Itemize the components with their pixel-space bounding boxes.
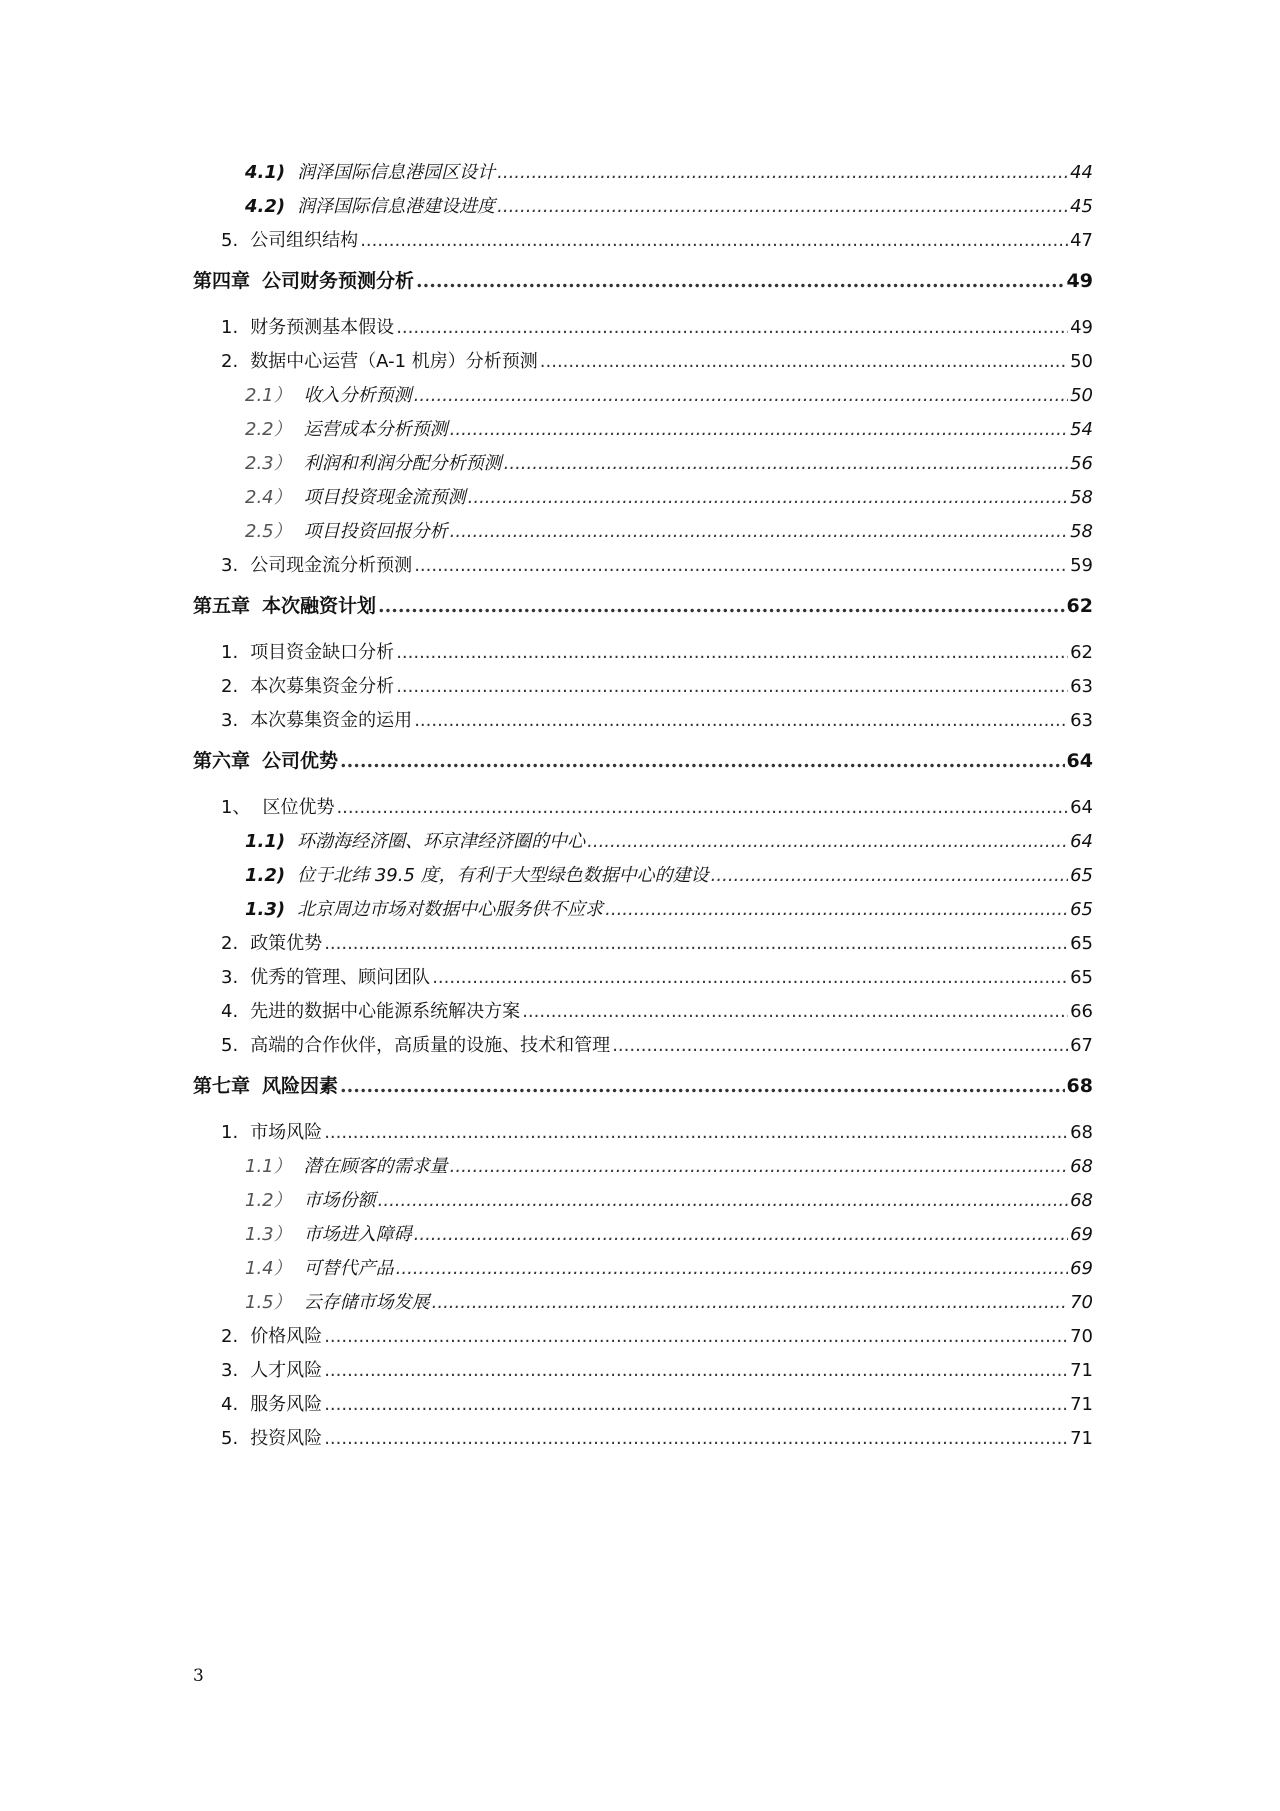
toc-entry-title: 公司现金流分析预测 — [250, 555, 413, 576]
toc-entry-number: 2. — [221, 1326, 239, 1347]
toc-page-number: 49 — [1070, 317, 1093, 338]
toc-entry-title: 北京周边市场对数据中心服务供不应求 — [297, 899, 604, 920]
toc-entry-number: 5. — [221, 1035, 239, 1056]
toc-entry-title: 潜在顾客的需求量 — [303, 1156, 448, 1177]
toc-entry-row[interactable] — [193, 381, 1093, 415]
toc-entry-title: 市场进入障碍 — [303, 1224, 412, 1245]
toc-entry-number: 2.5） — [245, 521, 292, 542]
toc-entry-title: 位于北纬 39.5 度，有利于大型绿色数据中心的建设 — [297, 865, 709, 886]
toc-entry-title: 风险因素 — [262, 1075, 339, 1097]
toc-entry-label — [245, 1186, 376, 1212]
toc-entry-row[interactable] — [193, 347, 1093, 381]
table-of-contents — [193, 158, 1093, 1458]
toc-entry-label — [221, 997, 520, 1023]
toc-page-number: 69 — [1070, 1224, 1093, 1245]
toc-entry-number: 5. — [221, 230, 239, 251]
toc-entry-number: 1.3) — [245, 899, 286, 920]
toc-entry-row[interactable] — [193, 997, 1093, 1031]
toc-entry-number: 第五章 — [193, 595, 251, 617]
toc-entry-label — [221, 929, 322, 955]
toc-entry-row[interactable] — [193, 861, 1093, 895]
toc-entry-row[interactable] — [193, 158, 1093, 192]
toc-page-number: 47 — [1070, 230, 1093, 251]
toc-entry-title: 本次募集资金分析 — [250, 676, 395, 697]
toc-dot-leader — [340, 750, 1065, 772]
toc-entry-title: 公司组织结构 — [250, 230, 359, 251]
toc-entry-number: 1.1） — [245, 1156, 292, 1177]
toc-page-number: 68 — [1070, 1122, 1093, 1143]
toc-dot-leader — [497, 196, 1068, 217]
toc-entry-title: 市场份额 — [303, 1190, 376, 1211]
toc-entry-row[interactable] — [193, 449, 1093, 483]
toc-entry-label — [221, 551, 412, 577]
toc-entry-number: 1.1) — [245, 831, 286, 852]
toc-dot-leader — [396, 317, 1068, 338]
toc-dot-leader — [504, 453, 1068, 474]
toc-dot-leader — [324, 1360, 1068, 1381]
toc-entry-label — [245, 415, 448, 441]
toc-page-number: 63 — [1070, 710, 1093, 731]
toc-entry-title: 政策优势 — [250, 933, 323, 954]
toc-entry-title: 价格风险 — [250, 1326, 323, 1347]
toc-entry-number: 第六章 — [193, 750, 251, 772]
toc-entry-row[interactable] — [193, 672, 1093, 706]
toc-chapter-row[interactable] — [193, 1071, 1093, 1105]
toc-entry-title: 公司财务预测分析 — [262, 270, 415, 292]
toc-dot-leader — [432, 967, 1068, 988]
toc-page-number: 68 — [1066, 1075, 1093, 1097]
toc-entry-label — [245, 1220, 412, 1246]
toc-entry-number: 4. — [221, 1394, 239, 1415]
toc-entry-row[interactable] — [193, 1356, 1093, 1390]
toc-chapter-row[interactable] — [193, 266, 1093, 300]
toc-entry-label — [245, 192, 495, 218]
toc-dot-leader — [324, 1326, 1068, 1347]
toc-entry-title: 运营成本分析预测 — [303, 419, 448, 440]
toc-page-number: 62 — [1070, 642, 1093, 663]
toc-entry-row[interactable] — [193, 827, 1093, 861]
toc-dot-leader — [450, 419, 1068, 440]
toc-entry-number: 4. — [221, 1001, 239, 1022]
toc-entry-label — [221, 1356, 322, 1382]
toc-entry-row[interactable] — [193, 517, 1093, 551]
toc-dot-leader — [414, 385, 1068, 406]
toc-entry-label — [221, 226, 358, 252]
toc-entry-title: 投资风险 — [250, 1428, 323, 1449]
toc-entry-row[interactable] — [193, 1118, 1093, 1152]
toc-entry-row[interactable] — [193, 483, 1093, 517]
toc-entry-title: 本次融资计划 — [262, 595, 377, 617]
toc-dot-leader — [432, 1292, 1068, 1313]
toc-entry-title: 高端的合作伙伴，高质量的设施、技术和管理 — [250, 1035, 611, 1056]
toc-entry-number: 2. — [221, 676, 239, 697]
toc-entry-number: 1.2) — [245, 865, 286, 886]
toc-dot-leader — [416, 270, 1065, 292]
toc-entry-number: 2. — [221, 933, 239, 954]
toc-dot-leader — [396, 676, 1068, 697]
toc-entry-row[interactable] — [193, 551, 1093, 585]
toc-dot-leader — [450, 1156, 1068, 1177]
toc-entry-label — [245, 1152, 448, 1178]
toc-page-number: 69 — [1070, 1258, 1093, 1279]
toc-page-number: 71 — [1070, 1360, 1093, 1381]
toc-entry-row[interactable] — [193, 706, 1093, 740]
toc-page-number: 64 — [1066, 750, 1093, 772]
toc-entry-number: 3. — [221, 967, 239, 988]
toc-entry-row[interactable] — [193, 1254, 1093, 1288]
toc-entry-number: 1. — [221, 1122, 239, 1143]
toc-entry-label — [245, 895, 603, 921]
toc-entry-row[interactable] — [193, 1390, 1093, 1424]
toc-entry-title: 云存储市场发展 — [303, 1292, 430, 1313]
toc-dot-leader — [340, 1075, 1065, 1097]
toc-entry-row[interactable] — [193, 1424, 1093, 1458]
toc-entry-label — [193, 591, 376, 618]
toc-page-number: 59 — [1070, 555, 1093, 576]
page-number: 3 — [193, 1666, 204, 1686]
toc-entry-title: 收入分析预测 — [303, 385, 412, 406]
toc-dot-leader — [396, 1258, 1068, 1279]
toc-page-number: 70 — [1070, 1326, 1093, 1347]
toc-entry-title: 项目投资现金流预测 — [303, 487, 466, 508]
toc-entry-label — [221, 1031, 610, 1057]
toc-entry-number: 3. — [221, 710, 239, 731]
toc-entry-label — [221, 638, 394, 664]
toc-entry-title: 本次募集资金的运用 — [250, 710, 413, 731]
toc-entry-label — [245, 158, 495, 184]
toc-entry-title: 润泽国际信息港园区设计 — [297, 162, 496, 183]
toc-dot-leader — [336, 797, 1068, 818]
toc-entry-row[interactable] — [193, 638, 1093, 672]
toc-entry-row[interactable] — [193, 895, 1093, 929]
toc-entry-title: 环渤海经济圈、环京津经济圈的中心 — [297, 831, 586, 852]
toc-chapter-row[interactable] — [193, 746, 1093, 780]
toc-entry-number: 第四章 — [193, 270, 251, 292]
toc-dot-leader — [324, 1122, 1068, 1143]
toc-entry-row[interactable] — [193, 1220, 1093, 1254]
toc-page-number: 56 — [1070, 453, 1093, 474]
toc-dot-leader — [468, 487, 1068, 508]
toc-page-number: 68 — [1070, 1156, 1093, 1177]
toc-entry-title: 润泽国际信息港建设进度 — [297, 196, 496, 217]
toc-page-number: 65 — [1070, 865, 1093, 886]
toc-entry-number: 第七章 — [193, 1075, 251, 1097]
toc-chapter-row[interactable] — [193, 591, 1093, 625]
toc-entry-label — [221, 1424, 322, 1450]
toc-entry-number: 1.3） — [245, 1224, 292, 1245]
toc-entry-row[interactable] — [193, 313, 1093, 347]
toc-dot-leader — [378, 1190, 1068, 1211]
toc-entry-title: 公司优势 — [262, 750, 339, 772]
toc-entry-number: 1.4） — [245, 1258, 292, 1279]
toc-entry-number: 3. — [221, 1360, 239, 1381]
toc-entry-label — [221, 706, 412, 732]
toc-entry-title: 项目资金缺口分析 — [250, 642, 395, 663]
toc-entry-row[interactable] — [193, 192, 1093, 226]
toc-entry-label — [245, 483, 466, 509]
toc-dot-leader — [360, 230, 1068, 251]
toc-entry-label — [245, 517, 448, 543]
toc-entry-label — [245, 1254, 394, 1280]
toc-page-number: 45 — [1070, 196, 1093, 217]
toc-entry-number: 1、 — [221, 797, 251, 818]
toc-entry-number: 2.2） — [245, 419, 292, 440]
toc-page-number: 67 — [1070, 1035, 1093, 1056]
toc-page-number: 64 — [1070, 831, 1093, 852]
toc-page-number: 65 — [1070, 933, 1093, 954]
toc-entry-number: 2.4） — [245, 487, 292, 508]
toc-entry-row[interactable] — [193, 793, 1093, 827]
toc-entry-title: 可替代产品 — [303, 1258, 394, 1279]
toc-entry-label — [245, 1288, 430, 1314]
toc-dot-leader — [711, 865, 1068, 886]
toc-dot-leader — [414, 1224, 1068, 1245]
toc-dot-leader — [324, 1394, 1068, 1415]
toc-entry-label — [221, 347, 538, 373]
toc-page-number: 63 — [1070, 676, 1093, 697]
toc-entry-number: 2.3） — [245, 453, 292, 474]
toc-entry-row[interactable] — [193, 1152, 1093, 1186]
toc-dot-leader — [396, 642, 1068, 663]
toc-entry-number: 1.2） — [245, 1190, 292, 1211]
toc-entry-number: 2. — [221, 351, 239, 372]
toc-page-number: 68 — [1070, 1190, 1093, 1211]
toc-page-number: 66 — [1070, 1001, 1093, 1022]
toc-entry-label — [193, 1071, 338, 1098]
toc-entry-row[interactable] — [193, 1186, 1093, 1220]
toc-entry-label — [221, 963, 430, 989]
toc-dot-leader — [450, 521, 1068, 542]
toc-page-number: 71 — [1070, 1428, 1093, 1449]
toc-entry-title: 服务风险 — [250, 1394, 323, 1415]
toc-dot-leader — [414, 710, 1068, 731]
toc-page-number: 70 — [1070, 1292, 1093, 1313]
toc-entry-number: 2.1） — [245, 385, 292, 406]
toc-page-number: 58 — [1070, 487, 1093, 508]
toc-dot-leader — [540, 351, 1068, 372]
toc-entry-label — [221, 313, 394, 339]
toc-entry-number: 4.2) — [245, 196, 286, 217]
toc-entry-row[interactable] — [193, 929, 1093, 963]
toc-page-number: 64 — [1070, 797, 1093, 818]
toc-entry-title: 优秀的管理、顾问团队 — [250, 967, 431, 988]
toc-entry-number: 1. — [221, 317, 239, 338]
toc-entry-row[interactable] — [193, 1288, 1093, 1322]
toc-entry-title: 利润和利润分配分析预测 — [303, 453, 502, 474]
toc-entry-title: 财务预测基本假设 — [250, 317, 395, 338]
toc-page-number: 62 — [1066, 595, 1093, 617]
toc-entry-row[interactable] — [193, 226, 1093, 260]
toc-page-number: 50 — [1070, 351, 1093, 372]
toc-dot-leader — [605, 899, 1068, 920]
toc-entry-title: 区位优势 — [262, 797, 335, 818]
toc-entry-number: 1.5） — [245, 1292, 292, 1313]
toc-entry-label — [245, 861, 709, 887]
toc-entry-number: 3. — [221, 555, 239, 576]
toc-page-number: 49 — [1066, 270, 1093, 292]
toc-entry-row[interactable] — [193, 415, 1093, 449]
toc-dot-leader — [497, 162, 1068, 183]
toc-entry-number: 4.1) — [245, 162, 286, 183]
toc-entry-title: 市场风险 — [250, 1122, 323, 1143]
toc-page-number: 65 — [1070, 899, 1093, 920]
toc-entry-label — [193, 266, 414, 293]
toc-entry-label — [245, 381, 412, 407]
toc-entry-title: 先进的数据中心能源系统解决方案 — [250, 1001, 521, 1022]
toc-entry-label — [245, 449, 502, 475]
toc-entry-title: 数据中心运营（A-1 机房）分析预测 — [250, 351, 538, 372]
toc-entry-label — [221, 672, 394, 698]
toc-entry-row[interactable] — [193, 1322, 1093, 1356]
toc-entry-label — [221, 1118, 322, 1144]
toc-entry-label — [245, 827, 585, 853]
toc-page-number: 65 — [1070, 967, 1093, 988]
toc-dot-leader — [612, 1035, 1068, 1056]
toc-dot-leader — [324, 933, 1068, 954]
toc-page-number: 50 — [1070, 385, 1093, 406]
toc-dot-leader — [378, 595, 1065, 617]
toc-entry-label — [221, 1322, 322, 1348]
toc-entry-label — [193, 746, 338, 773]
toc-page-number: 54 — [1070, 419, 1093, 440]
toc-entry-row[interactable] — [193, 963, 1093, 997]
toc-dot-leader — [522, 1001, 1068, 1022]
toc-dot-leader — [324, 1428, 1068, 1449]
toc-dot-leader — [414, 555, 1068, 576]
toc-entry-row[interactable] — [193, 1031, 1093, 1065]
toc-page-number: 58 — [1070, 521, 1093, 542]
toc-entry-title: 人才风险 — [250, 1360, 323, 1381]
toc-page-number: 44 — [1070, 162, 1093, 183]
toc-entry-number: 5. — [221, 1428, 239, 1449]
toc-page-number: 71 — [1070, 1394, 1093, 1415]
toc-entry-title: 项目投资回报分析 — [303, 521, 448, 542]
toc-entry-number: 1. — [221, 642, 239, 663]
toc-entry-label — [221, 793, 334, 819]
toc-dot-leader — [587, 831, 1068, 852]
toc-entry-label — [221, 1390, 322, 1416]
